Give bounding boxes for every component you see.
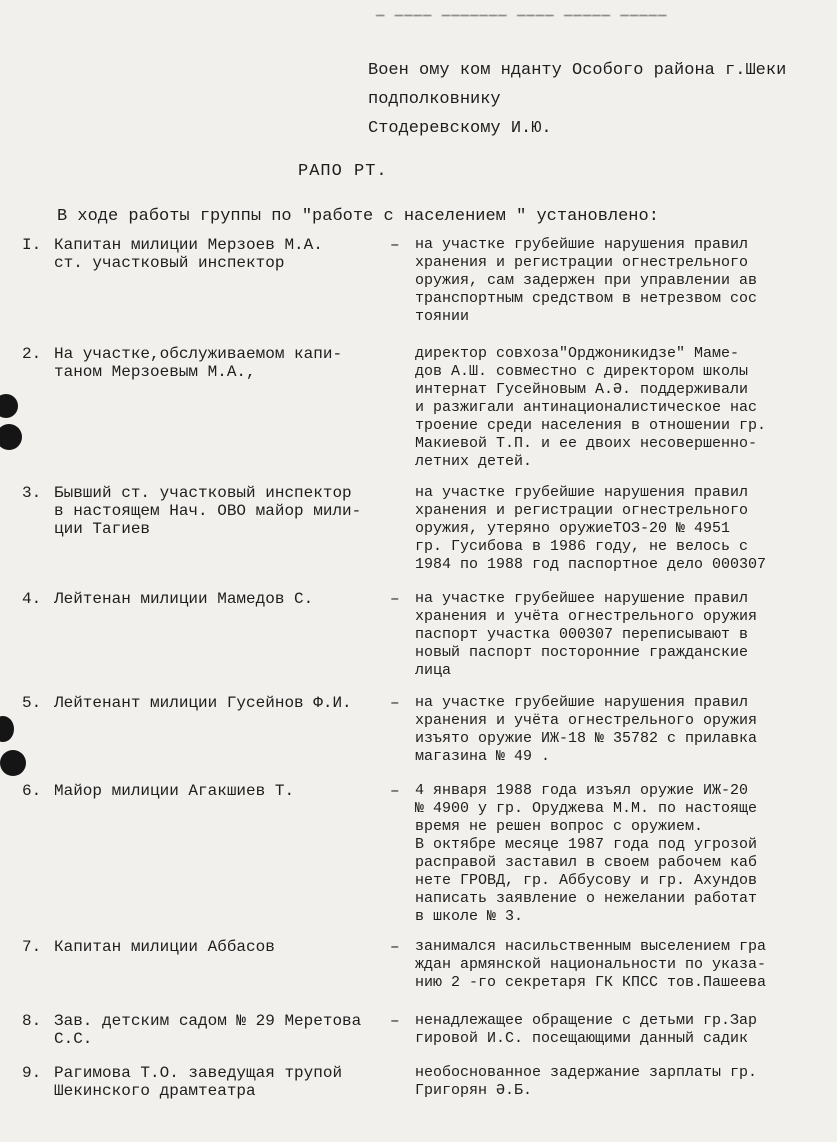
subject-line: На участке,обслуживаемом капи- [54,345,343,363]
finding-line: написать заявление о нежелании работат [415,890,758,907]
finding-line: на участке грубейшие нарушения правил [415,694,749,711]
finding-line: паспорт участка 000307 переписывают в [415,626,749,643]
punch-hole [0,716,14,742]
finding-line: директор совхоза"Орджоникидзе" Маме- [415,345,740,362]
subject-line: ции Тагиев [54,520,151,538]
item-number: 2. [22,345,42,363]
finding-line: время не решен вопрос с оружием. [415,818,704,835]
subject-line: Майор милиции Агакшиев Т. [54,782,295,800]
finding-line: тоянии [415,308,470,325]
item-finding [415,484,837,574]
finding-line: транспортным средством в нетрезвом сос [415,290,758,307]
finding-line: занимался насильственным выселением гра [415,938,767,955]
finding-line: магазина № 49 . [415,748,551,765]
subject-line: таном Мерзоевым М.А., [54,363,256,381]
item-subject [54,1064,409,1100]
item-dash: – [390,938,400,956]
finding-line: хранения и регистрации огнестрельного [415,502,749,519]
item-number: I. [22,236,42,254]
finding-line: нию 2 -го секретаря ГК КПСС тов.Пашеева [415,974,767,991]
punch-hole [0,394,18,418]
finding-line: расправой заставил в своем рабочем каб [415,854,758,871]
finding-line: изъято оружие ИЖ-18 № 35782 с прилавка [415,730,758,747]
intro-text: В ходе работы группы по "работе с населением " установлено: [57,207,659,226]
subject-line: Шекинского драмтеатра [54,1082,256,1100]
item-number: 7. [22,938,42,956]
item-finding [415,1064,837,1100]
finding-line: в школе № 3. [415,908,524,925]
item-number: 3. [22,484,42,502]
addressee-line: Стодеревскому И.Ю. [368,119,552,138]
subject-line: Капитан милиции Мерзоев М.А. [54,236,323,254]
document-title: РАПО РТ. [298,162,388,181]
item-finding [415,938,837,992]
finding-line: на участке грубейшие нарушения правил [415,484,749,501]
finding-line: необоснованное задержание зарплаты гр. [415,1064,758,1081]
item-subject [54,345,409,381]
addressee-line: подполковнику [368,90,501,109]
subject-line: Бывший ст. участковый инспектор [54,484,352,502]
item-number: 8. [22,1012,42,1030]
finding-line: оружия, сам задержен при управлении ав [415,272,758,289]
finding-line: оружия, утеряно оружиеТОЗ-20 № 4951 [415,520,731,537]
punch-hole [0,424,22,450]
item-dash: – [390,782,400,800]
finding-line: № 4900 у гр. Оруджева М.М. по настояще [415,800,758,817]
item-finding [415,782,837,926]
item-subject [54,1012,409,1048]
addressee-line: Воен ому ком нданту Особого района г.Шеки [368,61,787,80]
item-subject [54,484,409,538]
item-subject [54,938,409,956]
subject-line: Лейтенан милиции Мамедов С. [54,590,314,608]
finding-line: новый паспорт посторонние гражданские [415,644,749,661]
finding-line: нете ГРОВД, гр. Аббусову и гр. Ахундов [415,872,758,889]
item-subject [54,694,409,712]
finding-line: Макиевой Т.П. и ее двоих несовершенно- [415,435,758,452]
item-dash: – [390,590,400,608]
finding-line: на участке грубейшее нарушение правил [415,590,749,607]
finding-line: ненадлежащее обращение с детьми гр.Зар [415,1012,758,1029]
finding-line: гировой И.С. посещающими данный садик [415,1030,749,1047]
subject-line: Рагимова Т.О. заведущая трупой [54,1064,343,1082]
finding-line: хранения и учёта огнестрельного оружия [415,712,758,729]
item-finding [415,590,837,680]
item-number: 6. [22,782,42,800]
finding-line: дов А.Ш. совместно с директором школы [415,363,749,380]
finding-line: хранения и регистрации огнестрельного [415,254,749,271]
subject-line: С.С. [54,1030,93,1048]
finding-line: Григорян Ә.Б. [415,1082,533,1099]
item-finding [415,694,837,766]
addressee-block [368,56,786,143]
finding-line: летних детей. [415,453,533,470]
subject-line: Капитан милиции Аббасов [54,938,275,956]
item-number: 4. [22,590,42,608]
finding-line: на участке грубейшие нарушения правил [415,236,749,253]
finding-line: и разжигали антинационалистическое нас [415,399,758,416]
item-subject [54,782,409,800]
item-number: 5. [22,694,42,712]
item-finding [415,345,837,471]
finding-line: троение среди населения в отношении гр. [415,417,767,434]
item-finding [415,1012,837,1048]
item-finding [415,236,837,326]
finding-line: хранения и учёта огнестрельного оружия [415,608,758,625]
subject-line: Лейтенант милиции Гусейнов Ф.И. [54,694,352,712]
item-dash: – [390,694,400,712]
item-number: 9. [22,1064,42,1082]
item-subject [54,590,409,608]
punch-hole [0,750,26,776]
item-subject [54,236,409,272]
item-dash: – [390,1012,400,1030]
finding-line: гр. Гусибова в 1986 году, не велось с [415,538,749,555]
subject-line: Зав. детским садом № 29 Меретова [54,1012,362,1030]
finding-line: 1984 по 1988 год паспортное дело 000307 [415,556,767,573]
faded-header-line: — ———— ——————— ———— ————— ————— [376,8,668,24]
finding-line: интернат Гусейновым А.Ә. поддерживали [415,381,749,398]
finding-line: ждан армянской национальности по указа- [415,956,767,973]
finding-line: лица [415,662,452,679]
finding-line: 4 января 1988 года изъял оружие ИЖ-20 [415,782,749,799]
item-dash: – [390,236,400,254]
finding-line: В октябре месяце 1987 года под угрозой [415,836,758,853]
subject-line: в настоящем Нач. ОВО майор мили- [54,502,362,520]
subject-line: ст. участковый инспектор [54,254,285,272]
